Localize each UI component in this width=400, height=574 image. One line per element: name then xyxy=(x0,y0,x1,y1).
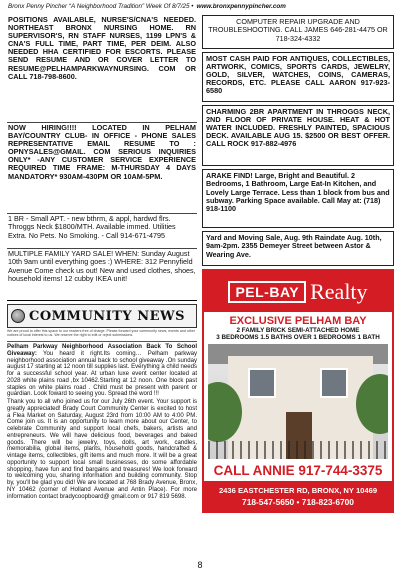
page-header xyxy=(8,3,394,14)
community-news-subtitle: We are proud to offer this space to our readers free of charge. Please forward your community news, events and other notices of local interest to us. We reserve the right to edit or reject submissions. xyxy=(7,329,197,342)
classified-ad-apartment: 1 BR - Small APT. - new bthrm, & appl, hardwd flrs. Throggs Neck $1800/MTH. Available immed. Utilities Extra. No Pets. No Smoking. - Call 914-671-4795 xyxy=(7,214,197,249)
realty-logo xyxy=(228,279,367,305)
classified-ad-cash-paid: MOST CASH PAID FOR ANTIQUES, COLLECTIBLES, ARTWORK, COMICS, SPORTS CARDS, JEWELRY, GOLD, SILVER, WATCHES, COINS, CAMERAS, RECORDS, ETC. PLEASE CALL AARON 917-923-6580 xyxy=(202,52,394,102)
classified-ad-charming-apartment: CHARMING 2BR APARTMENT IN THROGGS NECK, 2ND FLOOR OF PRIVATE HOUSE. HEAT & HOT WATER INCLUDED. FRESHLY PAINTED, SPACIOUS DECK. AVAILABLE AUG 15. $2500 OR BEST OFFER. CALL ROCK 917-882-4976 xyxy=(202,105,394,166)
left-column xyxy=(7,15,197,501)
globe-icon xyxy=(11,309,25,323)
classified-ad-rare-find: ARAKE FIND! Large, Bright and Beautiful. 2 Bedrooms, 1 Bathroom, Large Eat-In Kitchen, and Lovely Large Terrace. Less than 1 block from bus and subway. Parking Space available. Call May at: (718) 918-1100 xyxy=(202,169,394,228)
page-number: 8 xyxy=(197,560,203,570)
community-item-giveaway xyxy=(7,344,197,398)
realty-call-line: CALL ANNIE 917-744-3375 xyxy=(213,463,383,478)
realty-address: 2436 EASTCHESTER RD, BRONX, NY 10469 xyxy=(218,486,378,495)
realty-phones: 718-547-5650 • 718-823-6700 xyxy=(242,497,354,507)
house-photo xyxy=(208,344,388,459)
community-item-flea-market: Thank you to all who joined us for our July 26th event. Your support is greatly appreciated! Brady Court Community Center is excited to host a Flea Market on Saturday, August 23rd from 10:00 AM to 4:00 PM. Come join us. It is an opportunity to learn more about our Center, to celebrate Community and support local chefs, bakers, artists and entrepreneurs. We will have delicious food, beverages and baked goods. There will be jewelry, toys, dolls, art work, candles, memorabilia, global items, plants, household goods, handcrafted & vintage items, collectibles, gift items and much more. It will be a great opportunity to support local small businesses, do some affordable shopping, have fun and find bargains and treasures! We look forward to welcoming you, sharing information and building community. Stop by, you'll be glad you did! We are located at 768 Brady Avenue, Bronx, NY 10462 (corner of Holland Avenue and Antin Place). For more information contact bradycoopboard@ gmail.com or 917 819 5698. xyxy=(7,399,197,500)
realty-advertisement xyxy=(202,269,394,513)
realty-exclusive-heading: EXCLUSIVE PELHAM BAY xyxy=(229,315,367,327)
realty-property-type: 2 FAMILY BRICK SEMI-ATTACHED HOME xyxy=(236,327,360,334)
classified-ad-yard-sale: MULTIPLE FAMILY YARD SALE! WHEN: Sunday August 10th 9am until everything goes :) WHERE: 312 Pennyfield Avenue Come check us out! New and used clothes, shoes, household items! 12 cubby IKEA unit! xyxy=(8,249,196,283)
right-column xyxy=(202,15,394,513)
community-item-giveaway-text: You heard it right.Its coming… Pelham parkway neighborhood association annual back to school giveaway .On sunday august 17 starting at 12 noon till supplies last. Everything a child needs for a successful school year. At urban luxe event center located at 2028 white plains road ,bx 10462.Starting at 12 noon. One block past staples on white plains road . Child must be present with parent or guardian. Look foward to seeing you. Spread the word !!! xyxy=(7,350,197,398)
community-news-title: COMMUNITY NEWS xyxy=(29,308,186,324)
realty-address-bar xyxy=(204,481,392,511)
house-window xyxy=(248,368,276,398)
community-news-body xyxy=(7,344,197,500)
community-news-section xyxy=(7,300,197,500)
classified-ad-hiring: NOW HIRING!!!! LOCATED IN PELHAM BAY/COUNTRY CLUB- IN OFFICE - PHONE SALES REPRESENTATIVE EMAIL RESUME TO : OPNYSALES@GMAIL. COM SERIOUS INQUIRIES ONLY* -ANY CUSTOMER SERVICE EXPERIENCE REQUIRED TIME FRAME: M-THURSDAY 4 DAYS MANDATORY* 930AM-430PM OR 10AM-5PM. xyxy=(7,123,197,214)
front-railing xyxy=(208,441,388,459)
classified-ad-nursing: POSITIONS AVAILABLE, NURSE'S/CNA'S NEEDED. NORTHEAST BRONX NURSING HOME. RN SUPERVISOR'S, RN STAFF NURSES, 1199 LPN'S & CNA'S FULL TIME, PART TIME, PER DEIM. ALSO NEEDED HHA CERTIFIED FOR ESCORTS. PLEASE SEND RESUME AND OR COVER LETTER TO RESUME@PELHAMPARKWAYNURSING. COM OR CALL 718-798-8600. xyxy=(7,15,197,123)
classified-ad-computer-repair: COMPUTER REPAIR UPGRADE AND TROUBLESHOOTING. CALL JAMES 646-281-4475 OR 718-324-4332 xyxy=(202,15,394,49)
community-item-heading: Pelham Parkway Neighborhood Association Back To School Giveaway: xyxy=(7,344,197,357)
realty-logo-word: Realty xyxy=(310,278,368,304)
header-website[interactable]: www.bronxpennypincher.com xyxy=(196,3,286,10)
realty-property-rooms: 3 BEDROOMS 1.5 BATHS OVER 1 BEDROOMS 1 BATH xyxy=(216,334,380,341)
realty-logo-box: PEL-BAY xyxy=(228,281,306,303)
community-news-logo xyxy=(7,304,197,328)
classified-ad-moving-sale: Yard and Moving Sale, Aug. 9th Raindate Aug. 10th, 9am-2pm. 2355 Demeyer Street between Astor & Wearing Ave. xyxy=(202,231,394,266)
house-window xyxy=(320,368,348,398)
realty-banner xyxy=(204,271,392,312)
header-text: Bronx Penny Pincher “A Neighborhood Tradition” Week Of 8/7/25 • xyxy=(8,3,194,10)
